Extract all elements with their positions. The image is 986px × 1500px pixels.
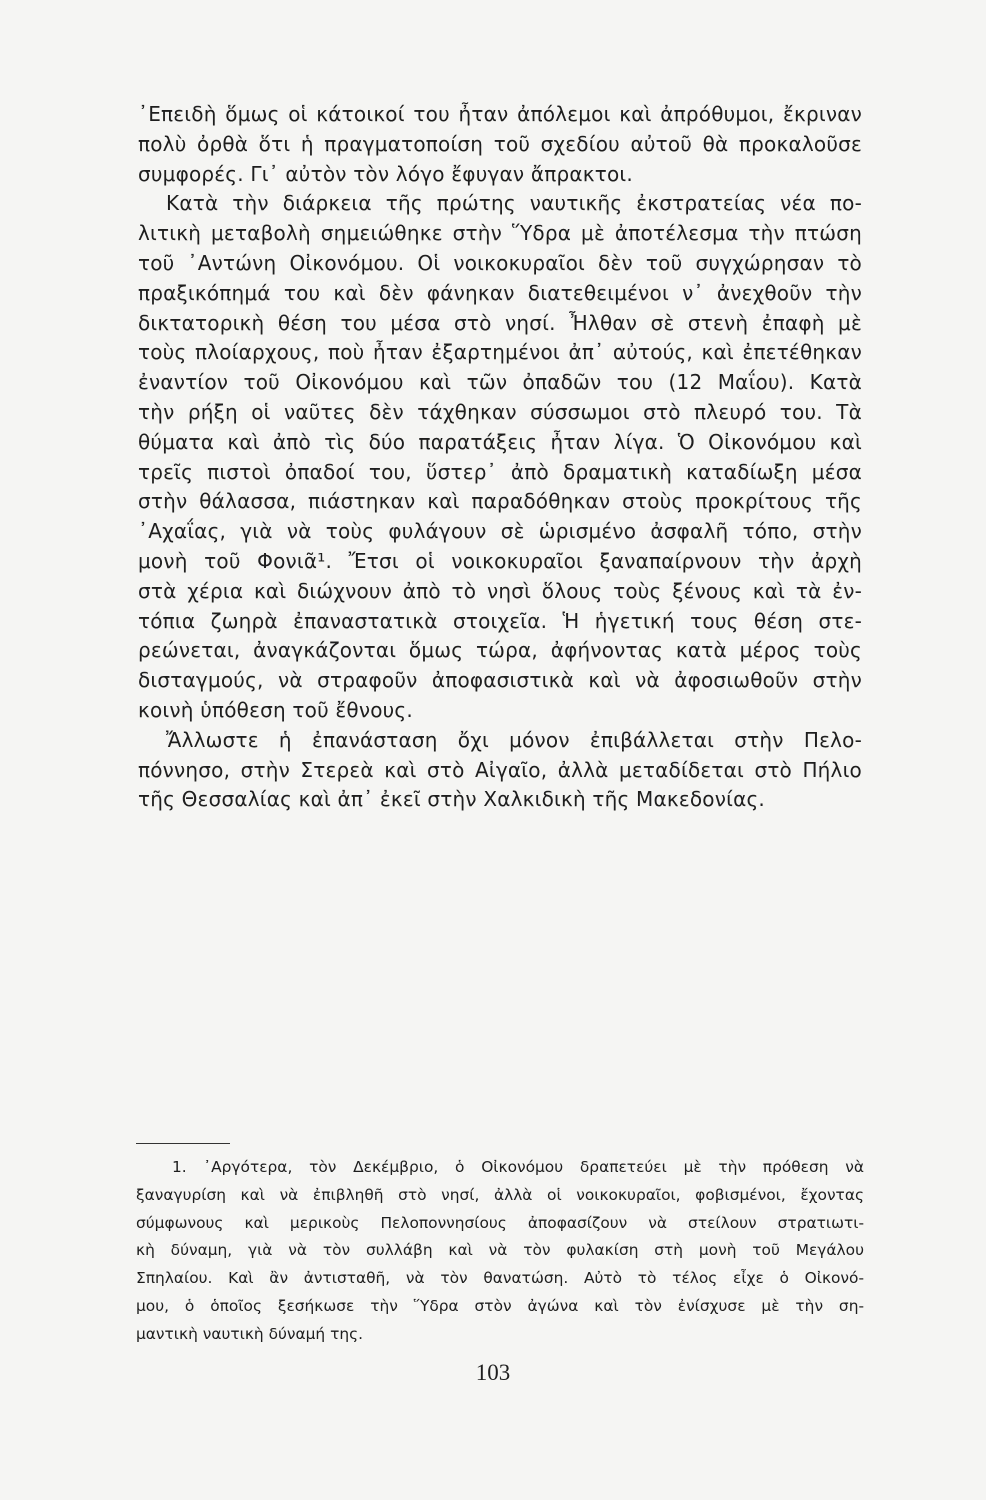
paragraph (138, 726, 862, 815)
text-line: μαντικὴ ναυτικὴ δύναμή της. (136, 1324, 364, 1343)
text-line: Ἄλλωστε ἡ ἐπανάσταση ὄχι μόνον ἐπιβάλλεται στὴν Πελο- (166, 727, 862, 752)
text-line: ρεώνεται, ἀναγκάζονται ὅμως τώρα, ἀφήνοντας κατὰ μέρος τοὺς (138, 638, 862, 663)
footnotes (136, 1154, 864, 1349)
text-line: μου, ὁ ὁποῖος ξεσήκωσε τὴν Ὕδρα στὸν ἀγώνα καὶ τὸν ἐνίσχυσε μὲ τὴν ση- (136, 1296, 864, 1315)
text-line: ᾿Αχαΐας, γιὰ νὰ τοὺς φυλάγουν σὲ ὡρισμένο ἀσφαλῆ τόπο, στὴν (138, 519, 862, 544)
text-line: συμφορές. Γι᾿ αὐτὸν τὸν λόγο ἔφυγαν ἄπρακτοι. (138, 161, 633, 186)
text-line: ξαναγυρίση καὶ νὰ ἐπιβληθῆ στὸ νησί, ἀλλὰ οἱ νοικοκυραῖοι, φοβισμένοι, ἔχοντας (136, 1185, 864, 1204)
text-line: κὴ δύναμη, γιὰ νὰ τὸν συλλάβη καὶ νὰ τὸν φυλακίση στὴ μονὴ τοῦ Μεγάλου (136, 1241, 864, 1260)
text-line: Κατὰ τὴν διάρκεια τῆς πρώτης ναυτικῆς ἐκστρατείας νέα πο- (166, 191, 862, 216)
text-line: δικτατορικὴ θέση του μέσα στὸ νησί. Ἦλθαν σὲ στενὴ ἐπαφὴ μὲ (138, 310, 862, 335)
footnote-separator (136, 1143, 230, 1144)
text-line: θύματα καὶ ἀπὸ τὶς δύο παρατάξεις ἦταν λίγα. Ὁ Οἰκονόμου καὶ (138, 429, 862, 454)
text-line: στὴν θάλασσα, πιάστηκαν καὶ παραδόθηκαν στοὺς προκρίτους τῆς (138, 489, 862, 514)
text-line: μονὴ τοῦ Φονιᾶ¹. Ἔτσι οἱ νοικοκυραῖοι ξαναπαίρνουν τὴν ἀρχὴ (138, 548, 862, 573)
paragraph (138, 100, 862, 189)
text-line: σύμφωνους καὶ μερικοὺς Πελοποννησίους ἀποφασίζουν νὰ στείλουν στρατιωτι- (136, 1213, 864, 1232)
text-line: τοὺς πλοίαρχους, ποὺ ἦταν ἐξαρτημένοι ἀπ᾿ αὐτούς, καὶ ἐπετέθηκαν (138, 340, 862, 365)
text-line: 1. ᾿Αργότερα, τὸν Δεκέμβριο, ὁ Οἰκονόμου δραπετεύει μὲ τὴν πρόθεση νὰ (172, 1158, 864, 1176)
page-number: 103 (475, 1360, 511, 1385)
text-line: τόπια ζωηρὰ ἐπαναστατικὰ στοιχεῖα. Ἡ ἡγετική τους θέση στε- (138, 608, 862, 633)
text-line: τρεῖς πιστοὶ ὀπαδοί του, ὕστερ᾿ ἀπὸ δραματικὴ καταδίωξη μέσα (138, 459, 862, 484)
text-line: στὰ χέρια καὶ διώχνουν ἀπὸ τὸ νησὶ ὅλους τοὺς ξένους καὶ τὰ ἐν- (138, 578, 862, 603)
text-line: κοινὴ ὑπόθεση τοῦ ἔθνους. (138, 697, 413, 722)
text-line: δισταγμούς, νὰ στραφοῦν ἀποφασιστικὰ καὶ νὰ ἀφοσιωθοῦν στὴν (138, 668, 862, 693)
body-text (138, 100, 862, 815)
text-line: ἐναντίον τοῦ Οἰκονόμου καὶ τῶν ὀπαδῶν του (12 Μαΐου). Κατὰ (138, 370, 862, 395)
text-line: πραξικόπημά του καὶ δὲν φάνηκαν διατεθειμένοι ν᾿ ἀνεχθοῦν τὴν (138, 280, 862, 305)
text-line: τὴν ρήξη οἱ ναῦτες δὲν τάχθηκαν σύσσωμοι στὸ πλευρό του. Τὰ (138, 399, 862, 424)
text-line: τῆς Θεσσαλίας καὶ ἀπ᾿ ἐκεῖ στὴν Χαλκιδικὴ τῆς Μακεδονίας. (138, 787, 765, 812)
text-line: Σπηλαίου. Καὶ ἂν ἀντισταθῆ, νὰ τὸν θανατώση. Αὐτὸ τὸ τέλος εἶχε ὁ Οἰκονό- (136, 1269, 864, 1288)
paragraph (138, 189, 862, 725)
text-line: λιτικὴ μεταβολὴ σημειώθηκε στὴν Ὕδρα μὲ ἀποτέλεσμα τὴν πτώση (138, 221, 862, 246)
text-line: πόννησο, στὴν Στερεὰ καὶ στὸ Αἰγαῖο, ἀλλὰ μεταδίδεται στὸ Πήλιο (138, 757, 862, 782)
text-line: τοῦ ᾿Αντώνη Οἰκονόμου. Οἱ νοικοκυραῖοι δὲν τοῦ συγχώρησαν τὸ (138, 250, 862, 275)
text-line: πολὺ ὀρθὰ ὅτι ἡ πραγματοποίση τοῦ σχεδίου αὐτοῦ θὰ προκαλοῦσε (138, 131, 862, 156)
footnote-1 (136, 1154, 864, 1349)
text-line: ᾿Επειδὴ ὅμως οἱ κάτοικοί του ἦταν ἀπόλεμοι καὶ ἀπρόθυμοι, ἔκριναν (138, 102, 862, 126)
